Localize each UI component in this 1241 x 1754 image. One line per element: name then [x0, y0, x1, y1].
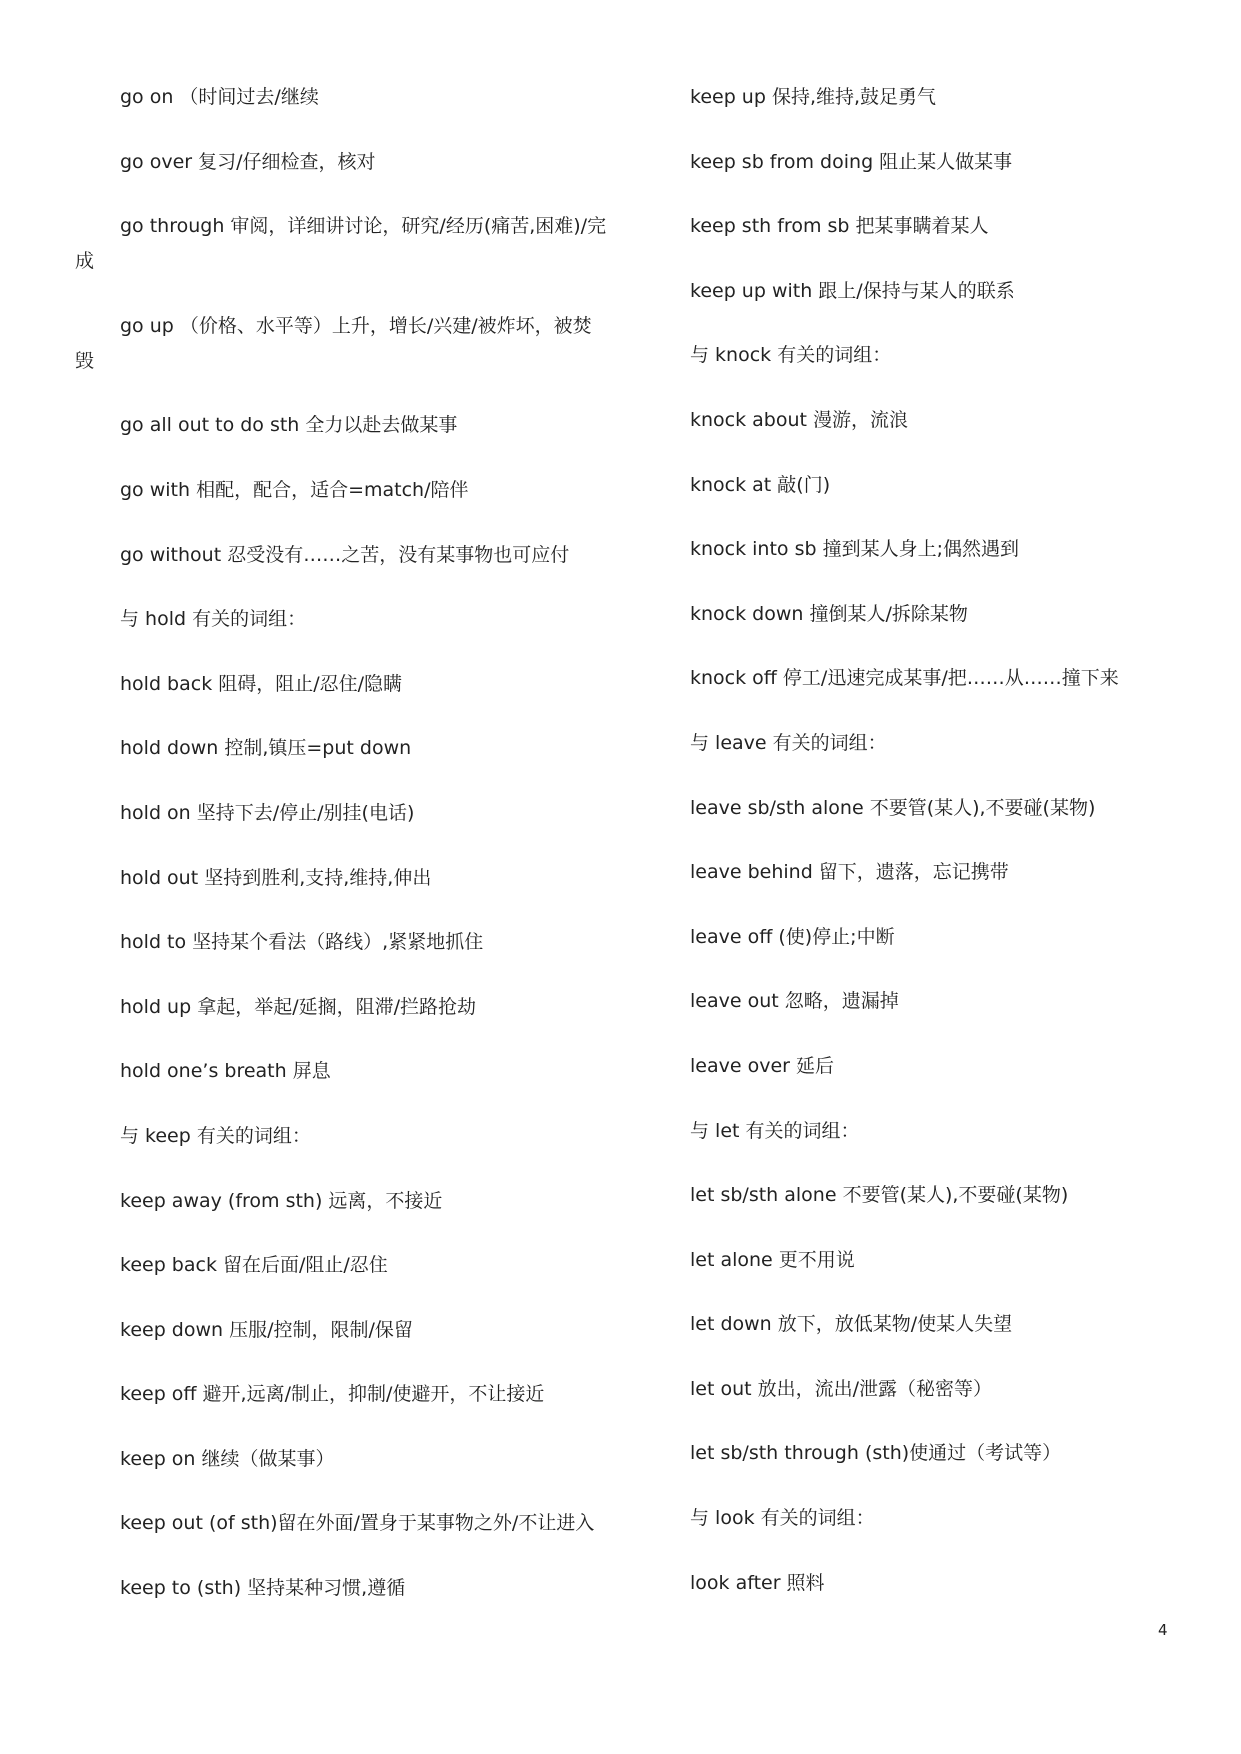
phrase-entry: keep away (from sth) 远离，不接近 [120, 1189, 443, 1212]
phrase-text: go through 审阅，详细讲讨论，研究/经历(痛苦,困难)/完 [120, 215, 607, 238]
phrase-entry: hold to 坚持某个看法（路线）,紧紧地抓住 [120, 931, 484, 954]
phrase-text: go up （价格、水平等）上升，增长/兴建/被炸坏，被焚 [120, 314, 592, 337]
phrase-entry [75, 209, 610, 279]
phrase-entry: knock at 敲(门) [690, 473, 831, 496]
phrase-entry: leave over 延后 [690, 1054, 834, 1077]
phrase-entry: let out 放出，流出/泄露（秘密等） [690, 1377, 993, 1400]
phrase-entry: keep out (of sth)留在外面/置身于某事物之外/不让进入 [120, 1512, 595, 1535]
phrase-entry: knock off 停工/迅速完成某事/把……从……撞下来 [690, 667, 1119, 690]
section-heading: 与 look 有关的词组： [690, 1507, 875, 1530]
phrase-entry: go over 复习/仔细检查，核对 [120, 150, 376, 173]
left-column [75, 80, 610, 1636]
page-number: 4 [1158, 1621, 1168, 1639]
phrase-entry: keep sth from sb 把某事瞒着某人 [690, 215, 989, 238]
phrase-entry: let sb/sth alone 不要管(某人),不要碰(某物) [690, 1184, 1069, 1207]
section-heading: 与 let 有关的词组： [690, 1119, 860, 1142]
section-heading: 与 knock 有关的词组： [690, 344, 892, 367]
phrase-entry: keep up with 跟上/保持与某人的联系 [690, 279, 1015, 302]
phrase-entry: keep to (sth) 坚持某种习惯,遵循 [120, 1577, 406, 1600]
phrase-entry: keep off 避开,远离/制止，抑制/使避开，不让接近 [120, 1383, 545, 1406]
phrase-entry: keep back 留在后面/阻止/忍住 [120, 1254, 388, 1277]
section-heading: 与 leave 有关的词组： [690, 731, 887, 754]
phrase-entry: look after 照料 [690, 1571, 825, 1594]
section-heading: 与 hold 有关的词组： [120, 608, 307, 631]
phrase-entry [75, 309, 610, 379]
phrase-entry: go with 相配，配合，适合=match/陪伴 [120, 478, 469, 501]
phrase-entry: leave sb/sth alone 不要管(某人),不要碰(某物) [690, 796, 1096, 819]
phrase-entry: knock about 漫游，流浪 [690, 408, 909, 431]
phrase-entry: hold up 拿起，举起/延搁，阻滞/拦路抢劫 [120, 995, 476, 1018]
phrase-entry: go without 忍受没有……之苦，没有某事物也可应付 [120, 543, 570, 566]
phrase-entry: leave out 忽略，遗漏掉 [690, 990, 899, 1013]
phrase-entry: hold one’s breath 屏息 [120, 1060, 331, 1083]
phrase-entry: leave off (使)停止;中断 [690, 925, 895, 948]
phrase-entry: let down 放下，放低某物/使某人失望 [690, 1313, 1013, 1336]
phrase-entry: hold back 阻碍，阻止/忍住/隐瞒 [120, 672, 403, 695]
phrase-entry: let sb/sth through (sth)使通过（考试等） [690, 1442, 1062, 1465]
phrase-entry: go all out to do sth 全力以赴去做某事 [120, 414, 458, 437]
phrase-continuation: 成 [75, 250, 95, 273]
phrase-entry: let alone 更不用说 [690, 1248, 855, 1271]
phrase-entry: keep on 继续（做某事） [120, 1447, 335, 1470]
phrase-entry: knock down 撞倒某人/拆除某物 [690, 602, 968, 625]
phrase-entry: keep down 压服/控制，限制/保留 [120, 1318, 413, 1341]
phrase-entry: go on （时间过去/继续 [120, 86, 319, 108]
phrase-entry: hold out 坚持到胜利,支持,维持,伸出 [120, 866, 432, 889]
phrase-continuation: 毁 [75, 349, 95, 372]
phrase-entry: knock into sb 撞到某人身上;偶然遇到 [690, 538, 1019, 561]
phrase-entry: keep up 保持,维持,鼓足勇气 [690, 86, 937, 108]
phrase-entry: hold down 控制,镇压=put down [120, 737, 412, 760]
phrase-entry: leave behind 留下，遗落，忘记携带 [690, 861, 1009, 884]
section-heading: 与 keep 有关的词组： [120, 1124, 311, 1147]
right-column [690, 80, 1160, 1630]
phrase-entry: keep sb from doing 阻止某人做某事 [690, 150, 1013, 173]
phrase-entry: hold on 坚持下去/停止/别挂(电话) [120, 801, 415, 824]
